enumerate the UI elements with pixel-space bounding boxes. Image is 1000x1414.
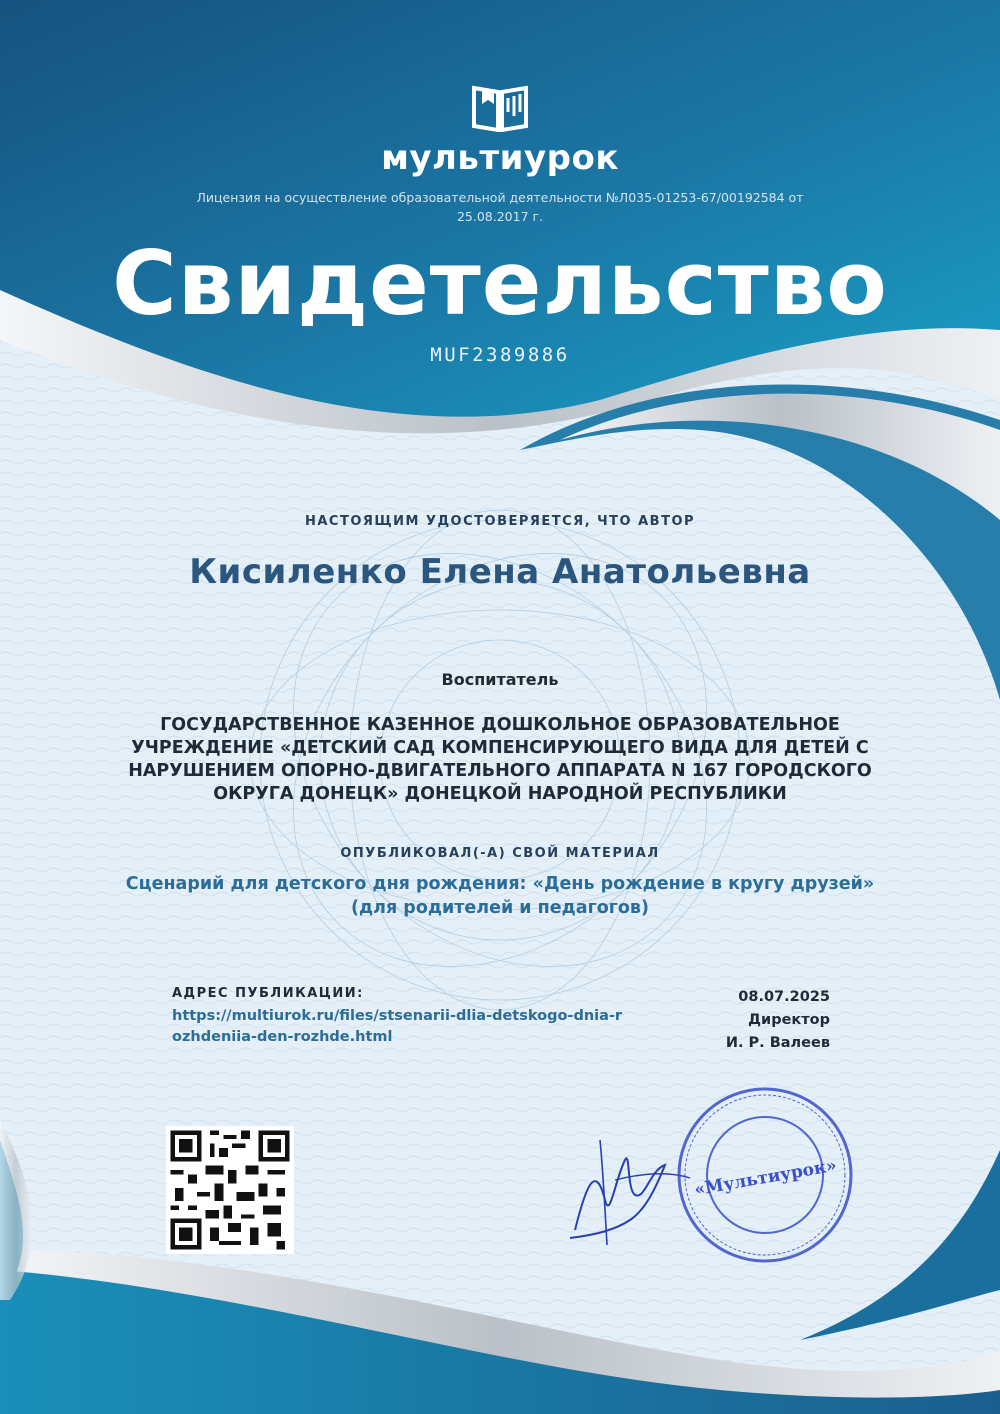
qr-code[interactable] — [166, 1126, 294, 1254]
certify-text: НАСТОЯЩИМ УДОСТОВЕРЯЕТСЯ, ЧТО АВТОР — [304, 514, 696, 529]
brand-name: мультиурок — [381, 138, 619, 178]
organization-name: ГОСУДАРСТВЕННОЕ КАЗЕННОЕ ДОШКОЛЬНОЕ ОБРАЗОВАТЕЛЬНОЕ УЧРЕЖДЕНИЕ «ДЕТСКИЙ САД КОМПЕНСИРУЮЩЕГО ВИДА ДЛЯ ДЕТЕЙ С НАРУШЕНИЕМ ОПОРНО-ДВИГАТЕЛЬНОГО АППАРАТА N 167 ГОРОДСКОГО ОКРУГА ДОНЕЦК» ДОНЕЦКОЙ НАРОДНОЙ РЕСПУБЛИКИ — [128, 715, 872, 804]
author-name: Кисиленко Елена Анатольевна — [189, 552, 811, 592]
issue-date: 08.07.2025 — [738, 989, 830, 1005]
address-link[interactable]: https://multiurok.ru/files/stsenarii-dlia-detskogo-dnia-rozhdeniia-den-rozhde.html — [172, 1008, 623, 1045]
published-text: ОПУБЛИКОВАЛ(-А) СВОЙ МАТЕРИАЛ — [340, 846, 660, 861]
svg-text:«Мультиурок»: «Мультиурок» — [692, 1155, 839, 1201]
address-label: АДРЕС ПУБЛИКАЦИИ: — [172, 986, 364, 1001]
director-title: Директор — [748, 1012, 830, 1028]
director-signature — [555, 1120, 695, 1250]
signature-block — [726, 986, 830, 1055]
director-name: И. Р. Валеев — [725, 1035, 830, 1051]
material-title: Сценарий для детского дня рождения: «День рождение в кругу друзей» (для родителей и педагогов) — [125, 874, 875, 918]
author-position: Воспитатель — [441, 670, 559, 689]
certificate-title: Свидетельство — [112, 232, 888, 335]
company-stamp — [675, 1085, 855, 1265]
certificate-code: MUF2389886 — [430, 344, 570, 366]
book-icon — [470, 82, 530, 132]
license-text: Лицензия на осуществление образовательной деятельности №Л035-01253-67/00192584 от 25.08.2017 г. — [196, 190, 804, 224]
